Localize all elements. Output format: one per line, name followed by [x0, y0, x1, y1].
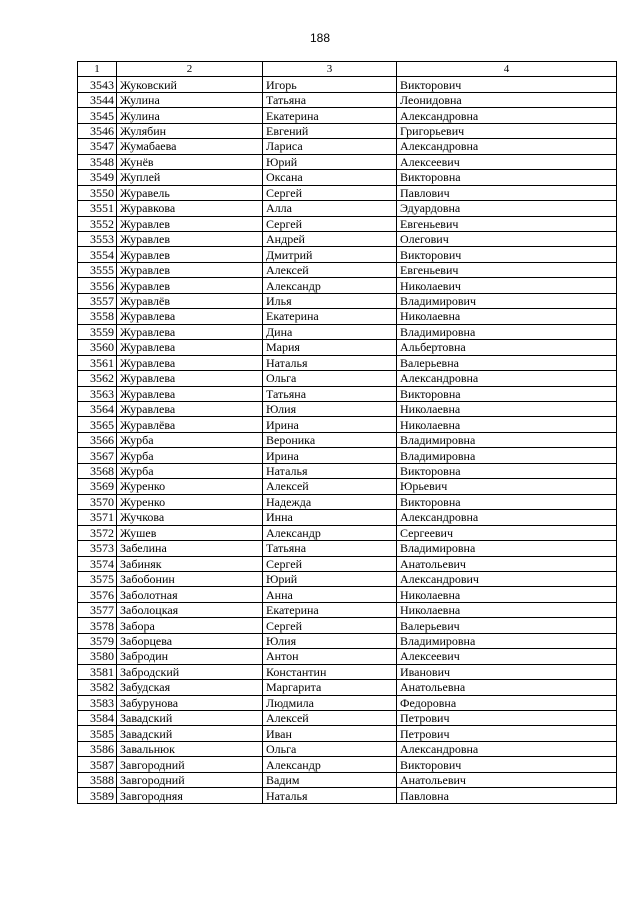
cell-name: Дина: [263, 324, 397, 339]
cell-number: 3553: [78, 231, 117, 246]
table-row: [78, 77, 617, 92]
cell-name: Евгений: [263, 123, 397, 138]
table-row: [78, 340, 617, 355]
cell-name: Ольга: [263, 371, 397, 386]
cell-number: 3554: [78, 247, 117, 262]
cell-surname: Забелина: [117, 541, 263, 556]
table-row: [78, 247, 617, 262]
cell-surname: Завгородняя: [117, 788, 263, 803]
cell-patronymic: Сергеевич: [397, 525, 617, 540]
cell-number: 3564: [78, 401, 117, 416]
cell-patronymic: Александровна: [397, 108, 617, 123]
table-row: [78, 92, 617, 107]
cell-name: Татьяна: [263, 92, 397, 107]
table-row: [78, 649, 617, 664]
cell-surname: Журенко: [117, 494, 263, 509]
table-row: [78, 479, 617, 494]
cell-patronymic: Леонидовна: [397, 92, 617, 107]
cell-number: 3556: [78, 278, 117, 293]
cell-surname: Жулина: [117, 92, 263, 107]
cell-patronymic: Викторович: [397, 757, 617, 772]
cell-number: 3566: [78, 432, 117, 447]
cell-name: Юлия: [263, 633, 397, 648]
cell-patronymic: Владимировна: [397, 541, 617, 556]
cell-name: Сергей: [263, 216, 397, 231]
cell-patronymic: Викторович: [397, 77, 617, 92]
cell-surname: Журавлева: [117, 386, 263, 401]
cell-patronymic: Николаевна: [397, 309, 617, 324]
cell-surname: Жуковский: [117, 77, 263, 92]
cell-name: Татьяна: [263, 541, 397, 556]
cell-surname: Журавлева: [117, 324, 263, 339]
cell-name: Ольга: [263, 741, 397, 756]
cell-surname: Журба: [117, 463, 263, 478]
cell-surname: Завальнюк: [117, 741, 263, 756]
cell-name: Мария: [263, 340, 397, 355]
cell-number: 3587: [78, 757, 117, 772]
table-row: [78, 587, 617, 602]
cell-number: 3588: [78, 772, 117, 787]
cell-surname: Жунёв: [117, 154, 263, 169]
page-number: 188: [309, 31, 331, 45]
cell-name: Алла: [263, 201, 397, 216]
cell-name: Лариса: [263, 139, 397, 154]
cell-name: Надежда: [263, 494, 397, 509]
table-row: [78, 139, 617, 154]
cell-name: Екатерина: [263, 108, 397, 123]
table-row: [78, 664, 617, 679]
cell-surname: Завадский: [117, 726, 263, 741]
cell-patronymic: Иванович: [397, 664, 617, 679]
cell-name: Алексей: [263, 711, 397, 726]
cell-surname: Журавлев: [117, 262, 263, 277]
cell-number: 3584: [78, 711, 117, 726]
cell-number: 3545: [78, 108, 117, 123]
cell-patronymic: Павлович: [397, 185, 617, 200]
table-row: [78, 401, 617, 416]
cell-patronymic: Альбертовна: [397, 340, 617, 355]
cell-name: Илья: [263, 293, 397, 308]
cell-surname: Журавлева: [117, 401, 263, 416]
cell-patronymic: Владимирович: [397, 293, 617, 308]
cell-number: 3551: [78, 201, 117, 216]
cell-name: Сергей: [263, 185, 397, 200]
cell-number: 3576: [78, 587, 117, 602]
cell-patronymic: Федоровна: [397, 695, 617, 710]
column-header-patronymic: 4: [397, 62, 617, 77]
cell-name: Алексей: [263, 262, 397, 277]
cell-surname: Журавлева: [117, 340, 263, 355]
cell-name: Сергей: [263, 556, 397, 571]
cell-name: Алексей: [263, 479, 397, 494]
table-row: [78, 216, 617, 231]
cell-patronymic: Алексеевич: [397, 154, 617, 169]
cell-number: 3571: [78, 510, 117, 525]
cell-surname: Журавель: [117, 185, 263, 200]
cell-surname: Журавлева: [117, 371, 263, 386]
cell-patronymic: Петрович: [397, 726, 617, 741]
table-row: [78, 185, 617, 200]
cell-patronymic: Павловна: [397, 788, 617, 803]
cell-name: Юрий: [263, 571, 397, 586]
table-row: [78, 602, 617, 617]
cell-number: 3546: [78, 123, 117, 138]
cell-number: 3543: [78, 77, 117, 92]
cell-surname: Заборцева: [117, 633, 263, 648]
cell-surname: Журавлева: [117, 309, 263, 324]
cell-number: 3573: [78, 541, 117, 556]
column-header-surname: 2: [117, 62, 263, 77]
cell-name: Юрий: [263, 154, 397, 169]
cell-patronymic: Викторовна: [397, 170, 617, 185]
table-row: [78, 711, 617, 726]
cell-number: 3572: [78, 525, 117, 540]
cell-name: Оксана: [263, 170, 397, 185]
cell-surname: Журба: [117, 448, 263, 463]
cell-number: 3559: [78, 324, 117, 339]
table-header-row: [78, 62, 617, 77]
cell-patronymic: Викторович: [397, 247, 617, 262]
cell-number: 3589: [78, 788, 117, 803]
cell-patronymic: Алексеевич: [397, 649, 617, 664]
cell-number: 3568: [78, 463, 117, 478]
cell-patronymic: Владимировна: [397, 633, 617, 648]
column-header-name: 3: [263, 62, 397, 77]
register-table: [77, 61, 617, 804]
cell-surname: Забудская: [117, 680, 263, 695]
table-row: [78, 525, 617, 540]
table-row: [78, 123, 617, 138]
cell-number: 3561: [78, 355, 117, 370]
cell-patronymic: Анатольевич: [397, 772, 617, 787]
cell-name: Анна: [263, 587, 397, 602]
cell-surname: Завадский: [117, 711, 263, 726]
table-row: [78, 494, 617, 509]
cell-patronymic: Николаевна: [397, 587, 617, 602]
table-row: [78, 510, 617, 525]
cell-patronymic: Николаевна: [397, 602, 617, 617]
cell-number: 3560: [78, 340, 117, 355]
cell-surname: Журба: [117, 432, 263, 447]
cell-surname: Жуплей: [117, 170, 263, 185]
cell-patronymic: Валерьевна: [397, 355, 617, 370]
table-row: [78, 309, 617, 324]
cell-surname: Жулябин: [117, 123, 263, 138]
table-row: [78, 541, 617, 556]
cell-patronymic: Александровна: [397, 510, 617, 525]
cell-number: 3586: [78, 741, 117, 756]
cell-name: Дмитрий: [263, 247, 397, 262]
cell-number: 3552: [78, 216, 117, 231]
cell-number: 3544: [78, 92, 117, 107]
cell-surname: Забобонин: [117, 571, 263, 586]
table-row: [78, 695, 617, 710]
table-row: [78, 262, 617, 277]
table-row: [78, 556, 617, 571]
cell-number: 3577: [78, 602, 117, 617]
cell-number: 3583: [78, 695, 117, 710]
cell-name: Инна: [263, 510, 397, 525]
cell-patronymic: Викторовна: [397, 494, 617, 509]
cell-patronymic: Александровна: [397, 741, 617, 756]
cell-name: Александр: [263, 525, 397, 540]
cell-surname: Журавлев: [117, 216, 263, 231]
cell-name: Екатерина: [263, 309, 397, 324]
cell-number: 3581: [78, 664, 117, 679]
table-row: [78, 741, 617, 756]
cell-number: 3569: [78, 479, 117, 494]
table-row: [78, 680, 617, 695]
cell-patronymic: Николаевна: [397, 401, 617, 416]
cell-surname: Забурунова: [117, 695, 263, 710]
cell-surname: Забора: [117, 618, 263, 633]
cell-patronymic: Николаевич: [397, 278, 617, 293]
cell-surname: Журавлева: [117, 355, 263, 370]
table-row: [78, 231, 617, 246]
cell-name: Юлия: [263, 401, 397, 416]
cell-name: Сергей: [263, 618, 397, 633]
cell-name: Константин: [263, 664, 397, 679]
cell-surname: Забиняк: [117, 556, 263, 571]
cell-number: 3582: [78, 680, 117, 695]
cell-surname: Забродский: [117, 664, 263, 679]
cell-name: Татьяна: [263, 386, 397, 401]
cell-number: 3563: [78, 386, 117, 401]
cell-patronymic: Эдуардовна: [397, 201, 617, 216]
cell-number: 3580: [78, 649, 117, 664]
table-row: [78, 108, 617, 123]
cell-patronymic: Юрьевич: [397, 479, 617, 494]
cell-surname: Журавлёва: [117, 417, 263, 432]
cell-number: 3557: [78, 293, 117, 308]
cell-patronymic: Александровна: [397, 371, 617, 386]
cell-surname: Забродин: [117, 649, 263, 664]
cell-number: 3567: [78, 448, 117, 463]
cell-name: Екатерина: [263, 602, 397, 617]
cell-name: Иван: [263, 726, 397, 741]
cell-surname: Журенко: [117, 479, 263, 494]
cell-surname: Завгородний: [117, 772, 263, 787]
cell-surname: Журавлев: [117, 231, 263, 246]
cell-surname: Жумабаева: [117, 139, 263, 154]
cell-surname: Завгородний: [117, 757, 263, 772]
cell-patronymic: Евгеньевич: [397, 262, 617, 277]
table-row: [78, 324, 617, 339]
table-body: [78, 77, 617, 803]
table-row: [78, 371, 617, 386]
cell-patronymic: Петрович: [397, 711, 617, 726]
table-row: [78, 355, 617, 370]
cell-number: 3555: [78, 262, 117, 277]
cell-patronymic: Викторовна: [397, 386, 617, 401]
cell-patronymic: Олегович: [397, 231, 617, 246]
table-row: [78, 633, 617, 648]
table-row: [78, 726, 617, 741]
cell-surname: Журавлев: [117, 247, 263, 262]
cell-number: 3548: [78, 154, 117, 169]
table-row: [78, 757, 617, 772]
table-row: [78, 417, 617, 432]
table-row: [78, 293, 617, 308]
cell-number: 3565: [78, 417, 117, 432]
cell-name: Андрей: [263, 231, 397, 246]
cell-patronymic: Анатольевич: [397, 556, 617, 571]
cell-patronymic: Викторовна: [397, 463, 617, 478]
cell-surname: Журавлев: [117, 278, 263, 293]
cell-name: Александр: [263, 278, 397, 293]
cell-patronymic: Григорьевич: [397, 123, 617, 138]
cell-number: 3562: [78, 371, 117, 386]
cell-name: Александр: [263, 757, 397, 772]
cell-number: 3549: [78, 170, 117, 185]
cell-name: Маргарита: [263, 680, 397, 695]
cell-name: Наталья: [263, 788, 397, 803]
cell-surname: Заболоцкая: [117, 602, 263, 617]
cell-name: Вероника: [263, 432, 397, 447]
cell-name: Наталья: [263, 355, 397, 370]
cell-surname: Заболотная: [117, 587, 263, 602]
cell-number: 3558: [78, 309, 117, 324]
cell-name: Людмила: [263, 695, 397, 710]
table-row: [78, 571, 617, 586]
cell-surname: Журавлёв: [117, 293, 263, 308]
table-row: [78, 154, 617, 169]
cell-patronymic: Александровна: [397, 139, 617, 154]
table-row: [78, 618, 617, 633]
cell-number: 3547: [78, 139, 117, 154]
cell-patronymic: Валерьевич: [397, 618, 617, 633]
table-row: [78, 463, 617, 478]
cell-number: 3570: [78, 494, 117, 509]
cell-name: Вадим: [263, 772, 397, 787]
table-row: [78, 772, 617, 787]
cell-number: 3585: [78, 726, 117, 741]
cell-name: Наталья: [263, 463, 397, 478]
cell-surname: Журавкова: [117, 201, 263, 216]
cell-name: Ирина: [263, 448, 397, 463]
table-row: [78, 448, 617, 463]
cell-number: 3574: [78, 556, 117, 571]
cell-patronymic: Александрович: [397, 571, 617, 586]
cell-number: 3550: [78, 185, 117, 200]
cell-name: Игорь: [263, 77, 397, 92]
cell-number: 3575: [78, 571, 117, 586]
table-row: [78, 170, 617, 185]
table-row: [78, 788, 617, 803]
cell-patronymic: Владимировна: [397, 448, 617, 463]
table-row: [78, 386, 617, 401]
cell-patronymic: Анатольевна: [397, 680, 617, 695]
cell-surname: Жучкова: [117, 510, 263, 525]
cell-number: 3578: [78, 618, 117, 633]
table-row: [78, 278, 617, 293]
cell-surname: Жулина: [117, 108, 263, 123]
cell-patronymic: Владимировна: [397, 432, 617, 447]
cell-name: Антон: [263, 649, 397, 664]
cell-patronymic: Николаевна: [397, 417, 617, 432]
cell-number: 3579: [78, 633, 117, 648]
cell-patronymic: Владимировна: [397, 324, 617, 339]
cell-name: Ирина: [263, 417, 397, 432]
table-row: [78, 432, 617, 447]
cell-surname: Жушев: [117, 525, 263, 540]
cell-patronymic: Евгеньевич: [397, 216, 617, 231]
table-row: [78, 201, 617, 216]
column-header-number: 1: [78, 62, 117, 77]
